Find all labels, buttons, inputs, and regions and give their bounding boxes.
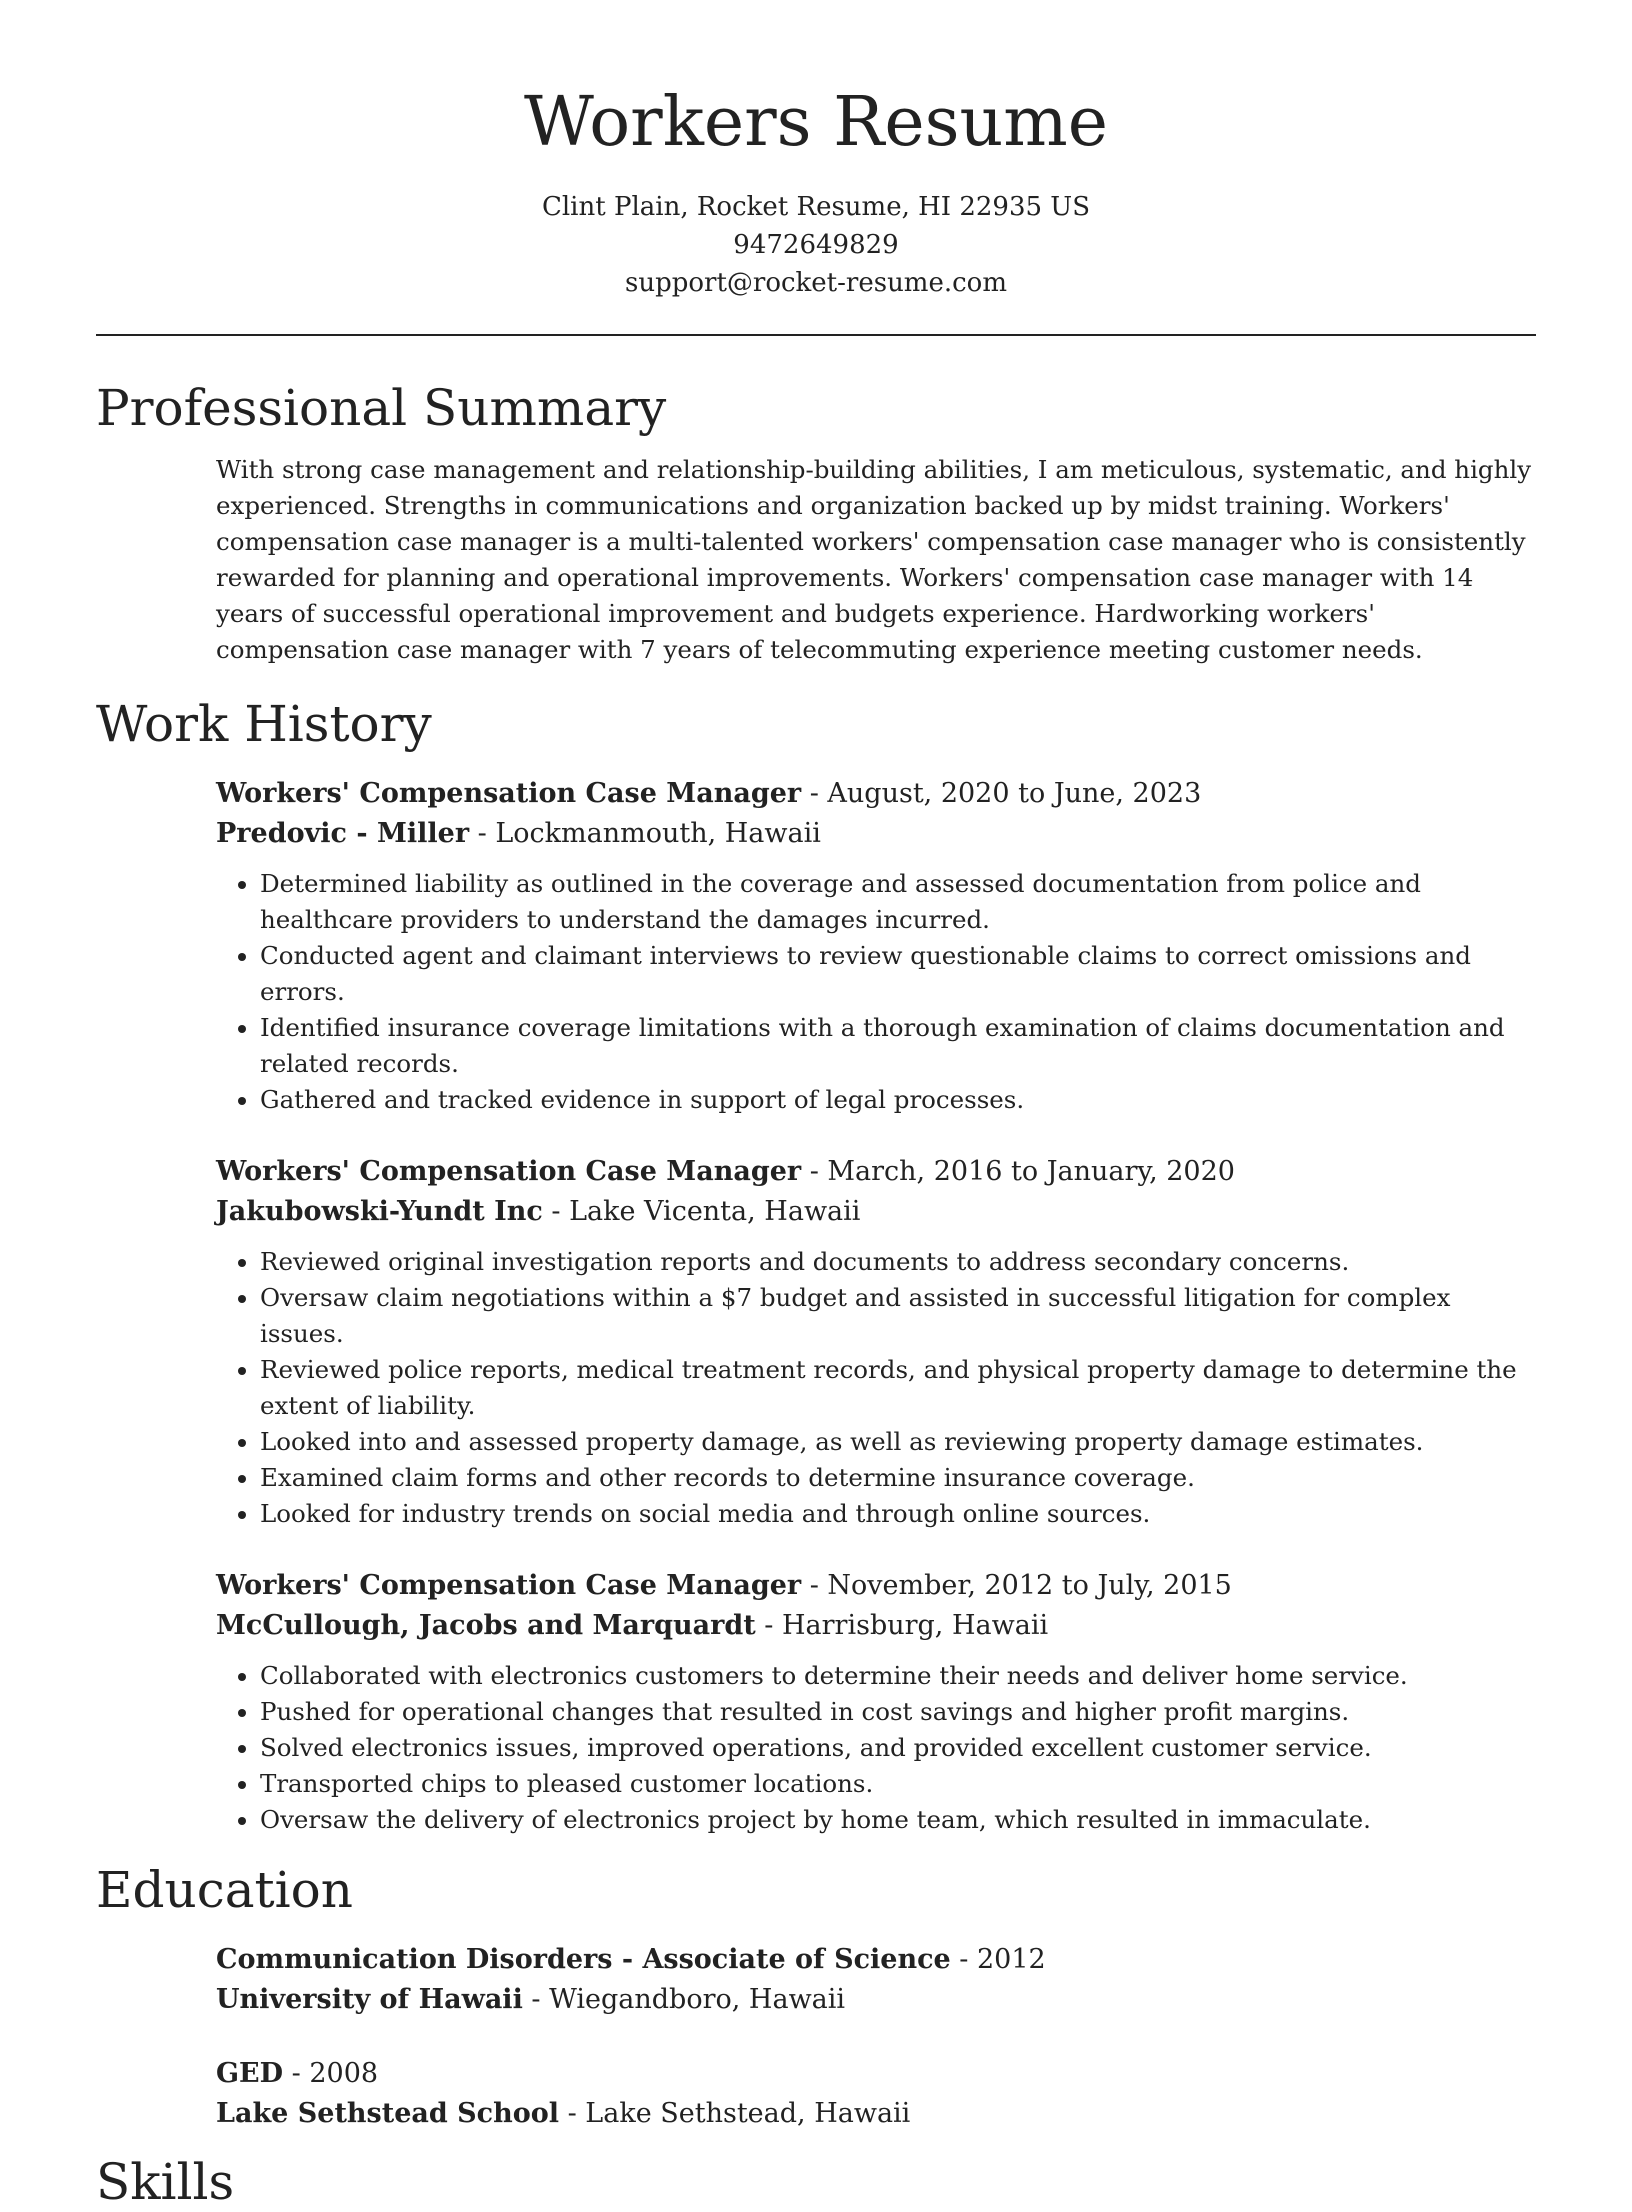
education-section	[96, 1860, 1536, 2134]
job-duty: • Looked into and assessed property damage, as well as reviewing property damage estimates.	[260, 1424, 1536, 1460]
job-entry	[216, 774, 1536, 1118]
job-title-line	[216, 1566, 1536, 1606]
job-company-line	[216, 814, 1536, 854]
school-location: - Wiegandboro, Hawaii	[522, 1984, 846, 2016]
job-company: Predovic - Miller	[216, 818, 470, 850]
work-history-heading: Work History	[96, 695, 432, 754]
job-title-line	[216, 1152, 1536, 1192]
job-duty: • Transported chips to pleased customer locations.	[260, 1766, 1536, 1802]
education-entry	[216, 1940, 1536, 2020]
job-dates: - August, 2020 to June, 2023	[801, 778, 1202, 810]
job-company: Jakubowski-Yundt Inc	[216, 1196, 543, 1228]
address: Clint Plain, Rocket Resume, HI 22935 US	[541, 192, 1091, 223]
header-divider	[96, 334, 1536, 336]
job-company-line	[216, 1192, 1536, 1232]
degree-line	[216, 2054, 1536, 2094]
job-title: Workers' Compensation Case Manager	[216, 778, 802, 810]
job-title: Workers' Compensation Case Manager	[216, 1570, 802, 1602]
job-duties	[216, 1244, 1536, 1532]
resume-title: Workers Resume	[523, 83, 1109, 162]
job-location: - Lockmanmouth, Hawaii	[469, 818, 821, 850]
job-title-line	[216, 774, 1536, 814]
phone-number: 9472649829	[733, 230, 899, 261]
job-duty: • Solved electronics issues, improved operations, and provided excellent customer service.	[260, 1730, 1536, 1766]
graduation-year: - 2008	[283, 2058, 379, 2090]
job-duty: • Collaborated with electronics customers to determine their needs and deliver home service.	[260, 1658, 1536, 1694]
job-location: - Harrisburg, Hawaii	[755, 1610, 1049, 1642]
degree-line	[216, 1940, 1536, 1980]
job-entry	[216, 1152, 1536, 1532]
job-duty: • Identified insurance coverage limitations with a thorough examination of claims documentation and related records.	[260, 1010, 1536, 1082]
job-duty: • Reviewed police reports, medical treatment records, and physical property damage to determine the extent of liability.	[260, 1352, 1536, 1424]
contact-info	[0, 188, 1632, 302]
resume-header	[0, 0, 1632, 302]
email-address: support@rocket-resume.com	[624, 268, 1007, 299]
job-location: - Lake Vicenta, Hawaii	[542, 1196, 861, 1228]
education-heading: Education	[96, 1861, 353, 1920]
graduation-year: - 2012	[950, 1944, 1046, 1976]
summary-text: With strong case management and relationship-building abilities, I am meticulous, systematic, and highly experienced. Strengths in communications and organization backed up by midst training. Workers' compensation case manager is a multi-talented workers' compensation case manager who is consistently rewarded for planning and operational improvements. Workers' compensation case manager with 14 years of successful operational improvement and budgets experience. Hardworking workers' compensation case manager with 7 years of telecommuting experience meeting customer needs.	[216, 455, 1532, 665]
job-duty: • Oversaw claim negotiations within a $7 budget and assisted in successful litigation for complex issues.	[260, 1280, 1536, 1352]
job-dates: - November, 2012 to July, 2015	[801, 1570, 1232, 1602]
degree: Communication Disorders - Associate of Science	[216, 1944, 951, 1976]
job-company: McCullough, Jacobs and Marquardt	[216, 1610, 756, 1642]
school-line	[216, 1980, 1536, 2020]
job-duties	[216, 1658, 1536, 1838]
job-duty: • Examined claim forms and other records to determine insurance coverage.	[260, 1460, 1536, 1496]
job-title: Workers' Compensation Case Manager	[216, 1156, 802, 1188]
summary-section	[96, 378, 1536, 668]
job-duty: • Conducted agent and claimant interviews to review questionable claims to correct omissions and errors.	[260, 938, 1536, 1010]
work-history-section	[96, 694, 1536, 1838]
job-duty: • Looked for industry trends on social media and through online sources.	[260, 1496, 1536, 1532]
job-duty: • Pushed for operational changes that resulted in cost savings and higher profit margins.	[260, 1694, 1536, 1730]
work-history-list	[216, 774, 1536, 1838]
job-duty: • Determined liability as outlined in the coverage and assessed documentation from police and healthcare providers to understand the damages incurred.	[260, 866, 1536, 938]
school-name: Lake Sethstead School	[216, 2098, 560, 2130]
job-company-line	[216, 1606, 1536, 1646]
job-duty: • Oversaw the delivery of electronics project by home team, which resulted in immaculate.	[260, 1802, 1536, 1838]
job-entry	[216, 1566, 1536, 1838]
school-line	[216, 2094, 1536, 2134]
degree: GED	[216, 2058, 284, 2090]
skills-heading: Skills	[96, 2153, 235, 2212]
education-entry	[216, 2054, 1536, 2134]
job-duty: • Reviewed original investigation reports and documents to address secondary concerns.	[260, 1244, 1536, 1280]
school-location: - Lake Sethstead, Hawaii	[559, 2098, 911, 2130]
summary-heading: Professional Summary	[96, 379, 667, 438]
job-dates: - March, 2016 to January, 2020	[801, 1156, 1235, 1188]
job-duty: • Gathered and tracked evidence in support of legal processes.	[260, 1082, 1536, 1118]
skills-section	[96, 2152, 1536, 2212]
school-name: University of Hawaii	[216, 1984, 523, 2016]
education-list	[216, 1940, 1536, 2134]
job-duties	[216, 866, 1536, 1118]
